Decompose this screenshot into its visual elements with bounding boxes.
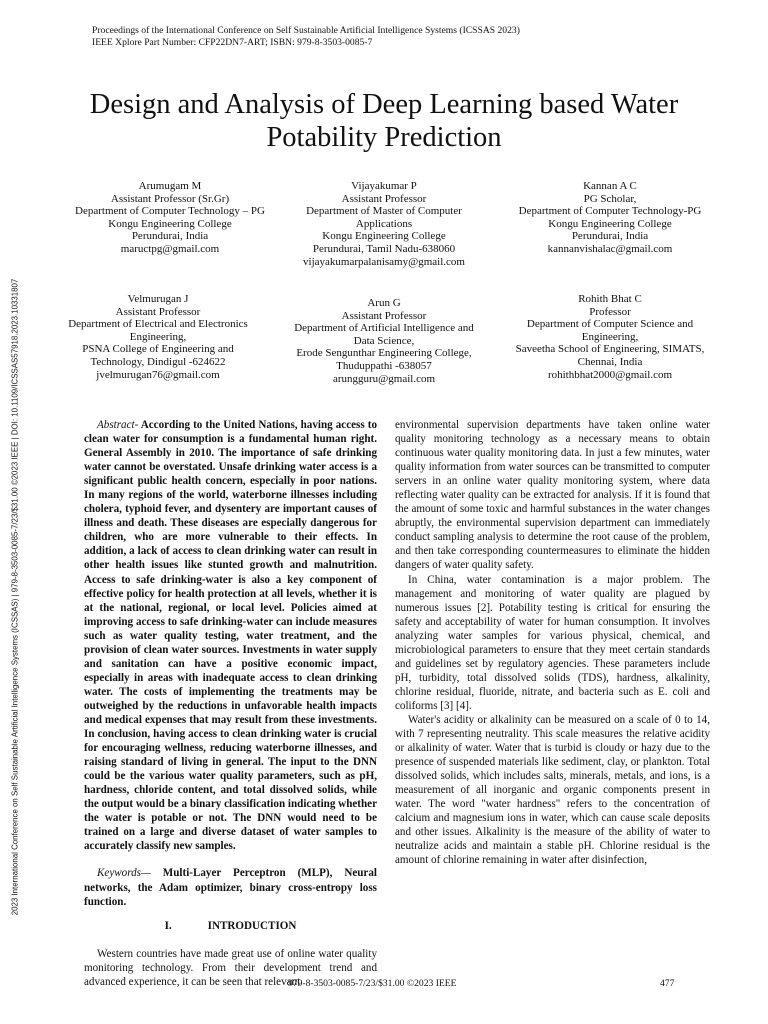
author-block-3 (480, 180, 740, 256)
author-line: Kongu Engineering College (548, 217, 672, 230)
author-line: Assistant Professor (341, 192, 427, 205)
abstract-text: According to the United Nations, having access to clean water for consumption is a fundamental human right. General Assembly in 2010. The importance of safe drinking water cannot be overstated. Unsafe drinking water access is a significant public health concern, especially in poor nations. In many regions of the world, waterborne illnesses including cholera, typhoid fever, and dysentery are important causes of illness and death. These diseases are especially dangerous for children, who are more vulnerable to their effects. In addition, a lack of access to clean drinking water can result in other health issues like stunted growth and malnutrition. Access to safe drinking-water is also a key component of effective policy for health protection at all levels, whether it is at the national, regional, or local level. Policies aimed at improving access to safe drinking-water can include measures such as water quality testing, water treatment, and the provision of clean water sources. Investments in water supply and sanitation can have a positive economic impact, especially in areas with inadequate access to clean drinking water. The costs of implementing the treatments may be outweighed by the reductions in unfavorable health impacts and medical expenses that may result from these investments. In conclusion, having access to clean drinking water is crucial for encouraging wellness, reducing waterborne illnesses, and raising standard of living in general. The input to the DNN could be the various water quality parameters, such as pH, hardness, chloride content, and total dissolved solids, while the output would be a binary classification indicating whether the water is potable or not. The DNN would need to be trained on a large and diverse dataset of water samples to accurately classify new samples. (84, 419, 377, 853)
paper-title (30, 88, 738, 154)
author-line: jvelmurugan76@gmail.com (96, 368, 220, 381)
author-block-2 (254, 180, 514, 268)
right-column (395, 418, 710, 868)
author-line: Assistant Professor (115, 305, 201, 318)
author-line: Department of Computer Technology – PG (75, 205, 265, 218)
author-line: Technology, Dindigul -624622 (90, 355, 226, 368)
author-line: Department of Computer Science and (526, 318, 694, 331)
author-line: Perundurai, Tamil Nadu-638060 (312, 242, 456, 255)
author-line: Perundurai, India (131, 230, 209, 243)
author-line: vijayakumarpalanisamy@gmail.com (303, 255, 465, 268)
title-line-1: Design and Analysis of Deep Learning based Water (89, 89, 679, 120)
author-line: kannanvishalac@gmail.com (547, 242, 673, 255)
section-title: INTRODUCTION (207, 919, 297, 932)
author-line: Data Science, (353, 334, 415, 347)
section-heading-introduction (84, 919, 377, 933)
author-line: Perundurai, India (571, 230, 649, 243)
author-line: PG Scholar, (583, 192, 637, 205)
author-name: Arun G (367, 297, 401, 309)
author-line: Department of Electrical and Electronics (68, 318, 248, 331)
author-line: Kongu Engineering College (322, 230, 446, 243)
author-line: Department of Artificial Intelligence and (294, 322, 474, 335)
author-line: maructpg@gmail.com (120, 242, 220, 255)
author-line: Applications (355, 217, 413, 230)
author-line: Thuduppathi -638057 (336, 359, 432, 372)
author-name: Kannan A C (583, 180, 637, 192)
author-line: PSNA College of Engineering and (82, 343, 234, 356)
author-name: Velmurugan J (127, 293, 189, 305)
author-line: Department of Master of Computer (306, 205, 462, 218)
author-line: rohithbhat2000@gmail.com (547, 368, 673, 381)
author-line: Erode Sengunthar Engineering College, (296, 347, 472, 360)
left-column (84, 418, 377, 989)
body-paragraph-1: environmental supervision departments have taken online water quality monitoring technology as a necessary means to obtain continuous water quality monitoring data. In just a few minutes, water quality information from water sources can be transmitted to computer servers in an online water quality monitoring system, where data reflecting water quality can be extracted for analysis. If it is found that the amount of some toxic and harmful substances in the water changes abruptly, the environmental supervision department can immediately conduct sampling analysis to determine the root cause of the problem, and then take corresponding countermeasures to eliminate the hidden dangers of water quality safety. (395, 419, 710, 572)
abstract-label: Abstract- (97, 419, 139, 431)
conference-header (92, 25, 520, 49)
author-name: Arumugam M (138, 180, 202, 192)
author-name: Vijayakumar P (351, 180, 417, 192)
author-line: Professor (589, 305, 631, 318)
author-line: Kongu Engineering College (108, 217, 232, 230)
page-number: 477 (660, 978, 675, 989)
author-line: arungguru@gmail.com (332, 372, 436, 385)
author-line: Engineering, (129, 330, 187, 343)
author-name: Rohith Bhat C (578, 293, 642, 305)
author-line: Saveetha School of Engineering, SIMATS, (515, 343, 705, 356)
author-line: Assistant Professor (Sr.Gr) (110, 192, 230, 205)
body-paragraph-3: Water's acidity or alkalinity can be measured on a scale of 0 to 14, with 7 representing neutrality. This scale measures the relative acidity or alkalinity of water. Water that is turbid is cloudy or hazy due to the presence of suspended materials like sediment, clay, or plankton. Total dissolved solids, which includes salts, minerals, metals, and ions, is a measurement of all inorganic and organic components present in water. The word "water hardness" refers to the concentration of calcium and magnesium ions in water, which can cause scale deposits and other issues. Alkalinity is the measure of the ability of water to neutralize acids and maintain a stable pH. Chlorine residual is the amount of chlorine remaining in water after disinfection, (395, 713, 710, 867)
body-paragraph-2: In China, water contamination is a major problem. The management and monitoring of water quality are plagued by numerous issues [2]. Potability testing is critical for ensuring the safety and acceptability of water for human consumption. It involves analyzing water samples for various physical, chemical, and microbiological parameters to ensure that they meet certain standards and guidelines set by regulatory agencies. These parameters include pH, turbidity, total dissolved solids (TDS), hardness, alkalinity, chlorine residual, fluoride, nitrate, and bacteria such as E. coli and coliforms [3] [4]. (395, 573, 710, 712)
footer-copyright: 979-8-3503-0085-7/23/$31.00 ©2023 IEEE (288, 978, 457, 989)
author-line: Engineering, (581, 330, 639, 343)
author-line: Chennai, India (577, 355, 643, 368)
author-block-4 (28, 293, 288, 381)
author-line: Assistant Professor (341, 309, 427, 322)
keywords-paragraph (84, 866, 377, 908)
keywords-label: Keywords— (97, 867, 151, 880)
section-number: I. (164, 919, 172, 932)
intro-paragraph-1: Western countries have made great use of online water quality monitoring technology. From their development trend and advanced experience, it can be seen that relevant (84, 947, 377, 988)
header-line-2: IEEE Xplore Part Number: CFP22DN7-ART; ISBN: 979-8-3503-0085-7 (92, 37, 373, 48)
doi-sidebar-text: 2023 International Conference on Self Sustainable Artificial Intelligence Systems (ICSSAS) | 979-8-3503-0085-7/23/$31.00 ©2023 IEEE | DOI: 10.1109/ICSSAS57918.2023.10331807 (10, 278, 20, 916)
author-block-5 (254, 297, 514, 385)
author-block-6 (480, 293, 740, 381)
keywords-text: Multi-Layer Perceptron (MLP), Neural networks, the Adam optimizer, binary cross-entropy loss function. (84, 867, 377, 908)
header-line-1: Proceedings of the International Conference on Self Sustainable Artificial Intelligence Systems (ICSSAS 2023) (92, 25, 520, 36)
author-line: Department of Computer Technology-PG (518, 205, 702, 218)
title-line-2: Potability Prediction (266, 122, 502, 153)
doi-sidebar (8, 241, 22, 953)
abstract-paragraph (84, 418, 377, 853)
